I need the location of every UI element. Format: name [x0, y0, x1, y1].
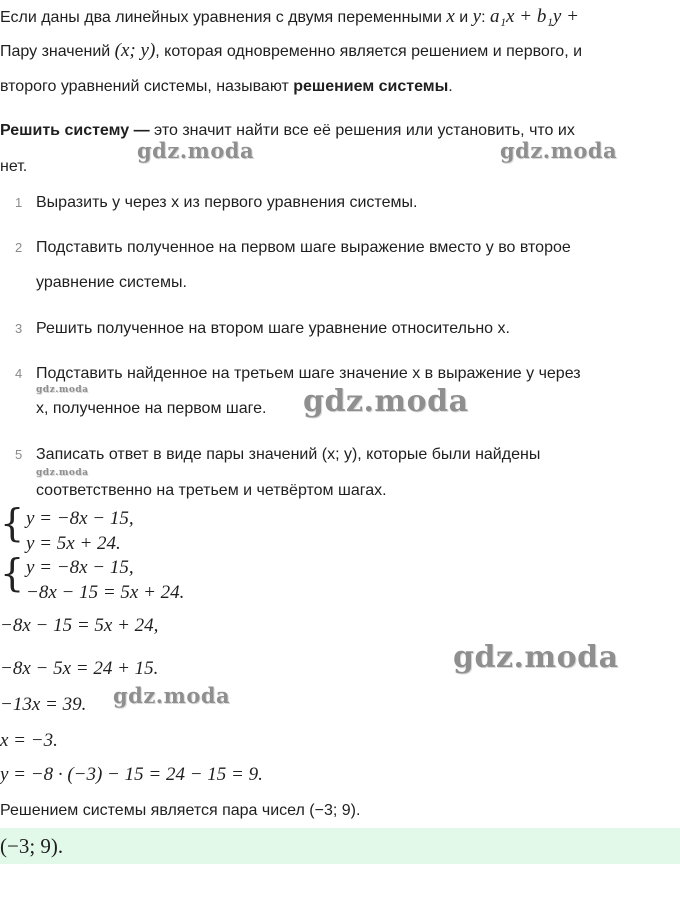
solution-line-1: −8x − 15 = 5x + 24,: [0, 615, 159, 636]
answer-box: [0, 828, 680, 864]
step-text: Подставить полученное на первом шаге выражение вместо y во второе: [36, 239, 571, 256]
step-number: 1: [15, 195, 23, 210]
solution-line-3: −13x = 39.: [0, 694, 87, 715]
watermark: gdz.moda: [36, 468, 89, 478]
step-text: Записать ответ в виде пары значений (x; y), которые были найдены: [36, 446, 541, 463]
step-text-cont: соответственно на третьем и четвёртом шагах.: [36, 482, 387, 499]
intro-line3-end: .: [448, 78, 453, 95]
step-number: 2: [15, 240, 23, 255]
term-solution: решением системы: [293, 78, 449, 95]
term-solve-system: Решить систему —: [0, 122, 150, 139]
intro-line-2: [0, 40, 582, 63]
step-text: Выразить y через x из первого уравнения системы.: [36, 194, 418, 211]
step-text-cont: уравнение системы.: [36, 274, 187, 291]
var-x: x: [446, 6, 455, 27]
intro-colon: :: [481, 9, 490, 26]
watermark: gdz.moda: [137, 138, 255, 163]
conclusion: Решением системы является пара чисел (−3; 9).: [0, 802, 361, 819]
watermark: gdz.moda: [453, 640, 619, 675]
intro-line-1: [0, 6, 579, 29]
step-text: Подставить найденное на третьем шаге значение x в выражение y через: [36, 365, 581, 382]
watermark: gdz.moda: [500, 138, 618, 163]
definition-line-1: [0, 120, 575, 142]
left-brace: {: [0, 551, 25, 595]
system2-eq1: y = −8x − 15,: [26, 557, 134, 578]
left-brace: {: [0, 501, 25, 545]
intro-and: и: [454, 9, 473, 26]
step-text-cont: x, полученное на первом шаге.: [36, 400, 267, 417]
intro-line-3: [0, 76, 453, 98]
step-number: 4: [15, 366, 23, 381]
system1-eq2: y = 5x + 24.: [26, 533, 121, 554]
pair-xy: (x; y): [114, 40, 156, 61]
intro-line2-end: , которая одновременно является решением и первого, и: [155, 43, 583, 60]
var-y: y: [472, 6, 482, 27]
system1-eq1: y = −8x − 15,: [26, 508, 134, 529]
intro-line2-start: Пару значений: [0, 43, 115, 60]
definition-rest: это значит найти все её решения или установить, что их: [149, 122, 575, 139]
step-number: 3: [15, 321, 23, 336]
intro-formula: a₁x + b₁y +: [489, 6, 579, 27]
answer-value: (−3; 9).: [0, 834, 64, 858]
solution-line-2: −8x − 5x = 24 + 15.: [0, 658, 159, 679]
watermark: gdz.moda: [113, 683, 231, 708]
watermark: gdz.moda: [36, 385, 89, 395]
intro-text: Если даны два линейных уравнения с двумя переменными: [0, 9, 447, 26]
definition-line-2: [0, 156, 27, 178]
intro-line3-start: второго уравнений системы, называют: [0, 78, 294, 95]
step-text: Решить полученное на втором шаге уравнение относительно x.: [36, 320, 510, 337]
solution-line-4: x = −3.: [0, 730, 58, 751]
solution-line-5: y = −8 · (−3) − 15 = 24 − 15 = 9.: [0, 764, 263, 785]
system2-eq2: −8x − 15 = 5x + 24.: [26, 582, 185, 603]
definition-end: нет.: [0, 158, 28, 175]
step-number: 5: [15, 447, 23, 462]
watermark: gdz.moda: [303, 384, 469, 419]
